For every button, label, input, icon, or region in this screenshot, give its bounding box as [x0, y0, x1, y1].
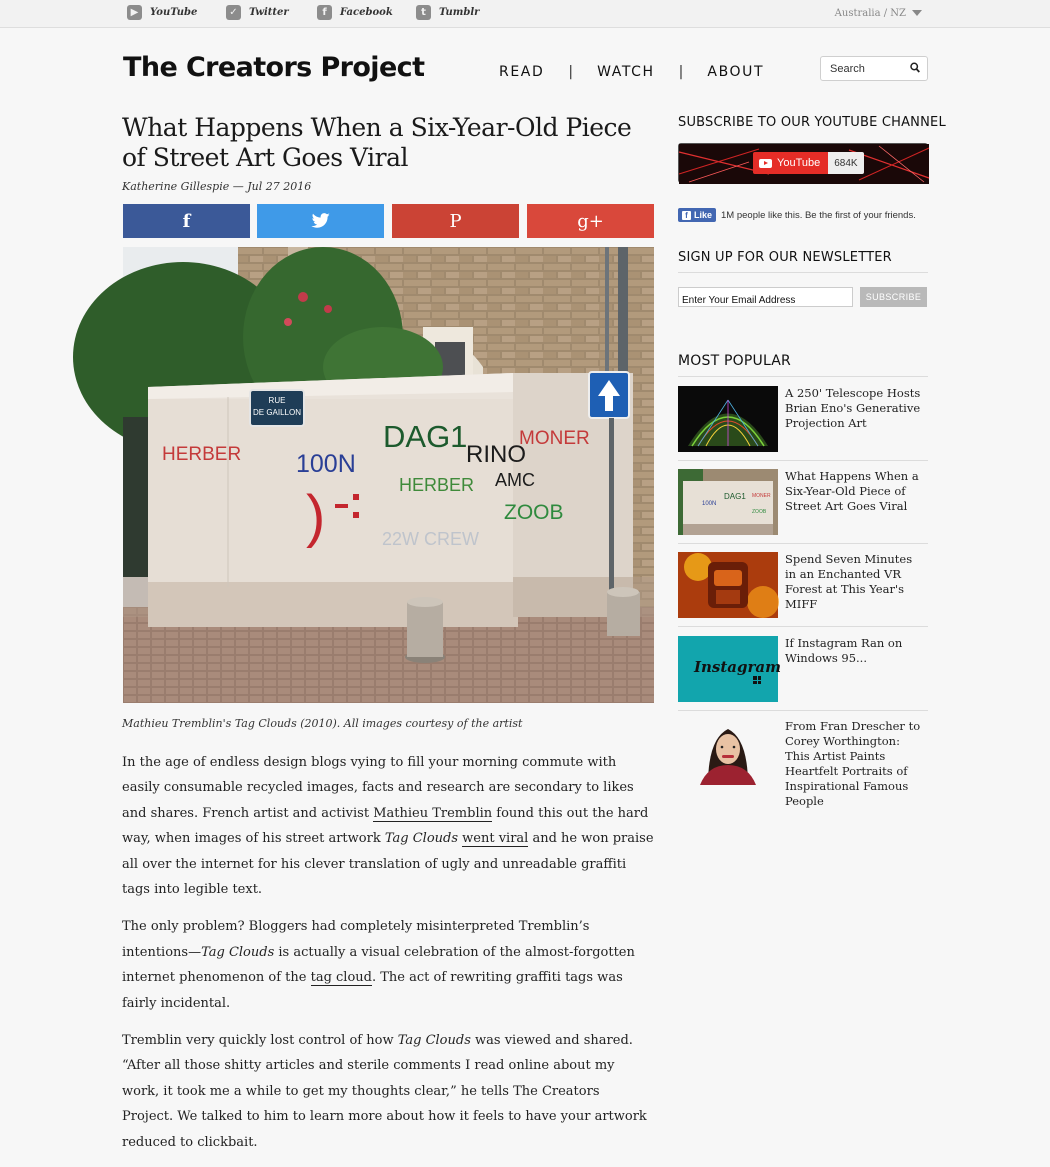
p2-text-c: . The act of rewriting graffiti tags was fairly incidental.: [122, 970, 623, 1011]
mini-tag-moner: MONER: [752, 493, 771, 499]
facebook-social-link[interactable]: [317, 5, 393, 20]
facebook-like-label: Like: [694, 210, 713, 220]
popular-thumbnail[interactable]: [678, 469, 778, 535]
mini-tag-dag1: DAG1: [724, 492, 746, 501]
p1-text-d: and he won praise all over the internet for his clever translation of ugly and unreadable graffiti tags into legible text.: [122, 831, 654, 898]
popular-title[interactable]: If Instagram Ran on Windows 95...: [785, 636, 903, 665]
caption-work-title: Tag Clouds: [234, 717, 297, 730]
email-field-wrapper: [678, 287, 853, 307]
p2-text-a: The only problem? Bloggers had completely misinterpreted Tremblin’s intentions—: [122, 919, 590, 960]
p2-work-title: Tag Clouds: [201, 944, 275, 960]
mini-tag-100n: 100N: [702, 501, 717, 507]
popular-item[interactable]: [678, 469, 928, 535]
popular-item[interactable]: [678, 552, 928, 618]
link-tag-cloud[interactable]: tag cloud: [310, 970, 372, 986]
share-googleplus-button[interactable]: [527, 204, 654, 238]
youtube-subscribe-heading: SUBSCRIBE TO OUR YOUTUBE CHANNEL: [678, 115, 946, 130]
youtube-social-link[interactable]: [127, 5, 197, 20]
twitter-icon: ✓: [226, 5, 241, 20]
article-byline: Katherine Gillespie — Jul 27 2016: [122, 180, 312, 193]
divider: [678, 626, 928, 627]
article-body: [122, 750, 654, 1167]
paragraph-3: [122, 1028, 654, 1155]
tag-zoob: ZOOB: [504, 501, 564, 524]
mini-tag-zoob: ZOOB: [752, 509, 767, 515]
search-input[interactable]: [821, 58, 906, 81]
tag-smiley-paren: ): [306, 484, 326, 549]
popular-thumbnail[interactable]: [678, 636, 781, 702]
newsletter-heading: SIGN UP FOR OUR NEWSLETTER: [678, 250, 892, 265]
instagram-thumb-text: Instagram: [694, 658, 781, 676]
tag-22w-crew: 22W CREW: [382, 529, 480, 549]
divider: [678, 543, 928, 544]
popular-item[interactable]: [678, 636, 928, 702]
street-sign-line1: RUE: [268, 396, 286, 405]
image-caption: [122, 717, 522, 730]
facebook-like-button[interactable]: [678, 208, 716, 222]
nav-read[interactable]: READ: [499, 64, 545, 80]
twitter-social-link[interactable]: [226, 5, 289, 20]
youtube-social-label: YouTube: [150, 7, 198, 18]
facebook-icon: f: [317, 5, 332, 20]
tumblr-social-link[interactable]: [416, 5, 479, 20]
pinterest-icon: P: [449, 210, 462, 232]
chevron-down-icon[interactable]: [912, 10, 922, 16]
popular-title[interactable]: What Happens When a Six-Year-Old Piece of Street Art Goes Viral: [785, 469, 919, 513]
facebook-like-text: 1M people like this. Be the first of your friends.: [721, 209, 916, 221]
paragraph-2: [122, 914, 654, 1016]
twitter-social-label: Twitter: [249, 7, 289, 18]
p3-text-a: Tremblin very quickly lost control of how: [122, 1033, 398, 1049]
tag-rino: RINO: [466, 441, 526, 468]
divider: [678, 460, 928, 461]
caption-prefix: Mathieu Tremblin's: [122, 717, 235, 730]
subscribe-button[interactable]: SUBSCRIBE: [860, 287, 927, 307]
windows-logo-icon: [753, 676, 761, 684]
facebook-icon: f: [682, 211, 691, 220]
tumblr-social-label: Tumblr: [439, 7, 480, 18]
nav-separator: |: [568, 64, 574, 80]
tag-moner: MONER: [519, 428, 590, 449]
facebook-icon: f: [182, 210, 191, 232]
divider: [678, 710, 928, 711]
email-field[interactable]: [679, 292, 852, 310]
tag-amc: AMC: [495, 470, 535, 490]
p1-work-title: Tag Clouds: [384, 831, 459, 847]
top-social-bar: [0, 0, 1050, 28]
nav-separator: |: [678, 64, 684, 80]
p3-work-title: Tag Clouds: [397, 1033, 471, 1049]
main-nav: [499, 64, 764, 80]
youtube-icon: ▶: [127, 5, 142, 20]
popular-thumbnail[interactable]: [678, 719, 778, 785]
share-pinterest-button[interactable]: [392, 204, 519, 238]
facebook-like-widget: [678, 208, 916, 222]
popular-item[interactable]: [678, 386, 928, 452]
caption-suffix: (2010). All images courtesy of the artist: [296, 717, 523, 730]
popular-item[interactable]: [678, 719, 928, 808]
hero-image: [123, 247, 654, 703]
most-popular-heading: MOST POPULAR: [678, 353, 791, 369]
p2-text-b: is actually a visual celebration of the almost-forgotten internet phenomenon of the: [122, 944, 635, 986]
p1-text-a: In the age of endless design blogs vying to fill your morning commute with easily consumable recycled images, facts and research are secondary to likes and shares. French artist and activist: [122, 755, 634, 821]
popular-title[interactable]: A 250' Telescope Hosts Brian Eno's Generative Projection Art: [785, 386, 921, 430]
tag-herber-red: HERBER: [162, 444, 242, 465]
popular-title[interactable]: From Fran Drescher to Corey Worthington: This Artist Paints Heartfelt Portraits of Inspirational Famous People: [785, 719, 921, 808]
p1-text-b: found this out the hard way, when images of his street artwork: [122, 805, 649, 847]
youtube-subscribe-banner[interactable]: [678, 143, 928, 183]
tumblr-icon: t: [416, 5, 431, 20]
tag-100n: 100N: [296, 450, 356, 478]
divider: [678, 376, 928, 377]
site-logo[interactable]: The Creators Project: [123, 52, 425, 83]
twitter-icon: [311, 213, 331, 229]
youtube-subscribe-button[interactable]: [753, 152, 864, 174]
p3-text-b: was viewed and shared. “After all those shitty articles and sterile comments I read online about my work, it took me a while to get my thoughts clear,” he tells The Creators Project. We talked to him to learn more about how it feels to have your artwork reduced to clickbait.: [122, 1033, 647, 1150]
popular-thumbnail[interactable]: [678, 386, 778, 452]
street-sign-line2: DE GAILLON: [252, 408, 302, 417]
article-title: What Happens When a Six-Year-Old Piece of Street Art Goes Viral: [122, 113, 632, 172]
popular-title[interactable]: Spend Seven Minutes in an Enchanted VR Forest at This Year's MIFF: [785, 552, 913, 611]
divider: [678, 272, 928, 273]
search-icon[interactable]: [910, 62, 920, 75]
tag-dag1: DAG1: [383, 419, 468, 454]
facebook-social-label: Facebook: [340, 7, 393, 18]
search-box: [820, 56, 928, 81]
share-facebook-button[interactable]: [123, 204, 250, 238]
share-twitter-button[interactable]: [257, 204, 384, 238]
popular-thumbnail[interactable]: [678, 552, 778, 618]
youtube-subscriber-count: 684K: [828, 152, 863, 174]
paragraph-1: [122, 750, 654, 902]
nav-about[interactable]: ABOUT: [707, 64, 765, 80]
google-plus-icon: g+: [577, 210, 604, 232]
tag-herber-green: HERBER: [399, 475, 475, 495]
youtube-play-icon: [759, 159, 772, 168]
link-went-viral[interactable]: went viral: [462, 831, 529, 847]
nav-watch[interactable]: WATCH: [597, 64, 655, 80]
link-mathieu-tremblin[interactable]: Mathieu Tremblin: [373, 805, 493, 821]
region-selector[interactable]: Australia / NZ: [834, 8, 906, 19]
youtube-button-label: YouTube: [777, 157, 821, 169]
